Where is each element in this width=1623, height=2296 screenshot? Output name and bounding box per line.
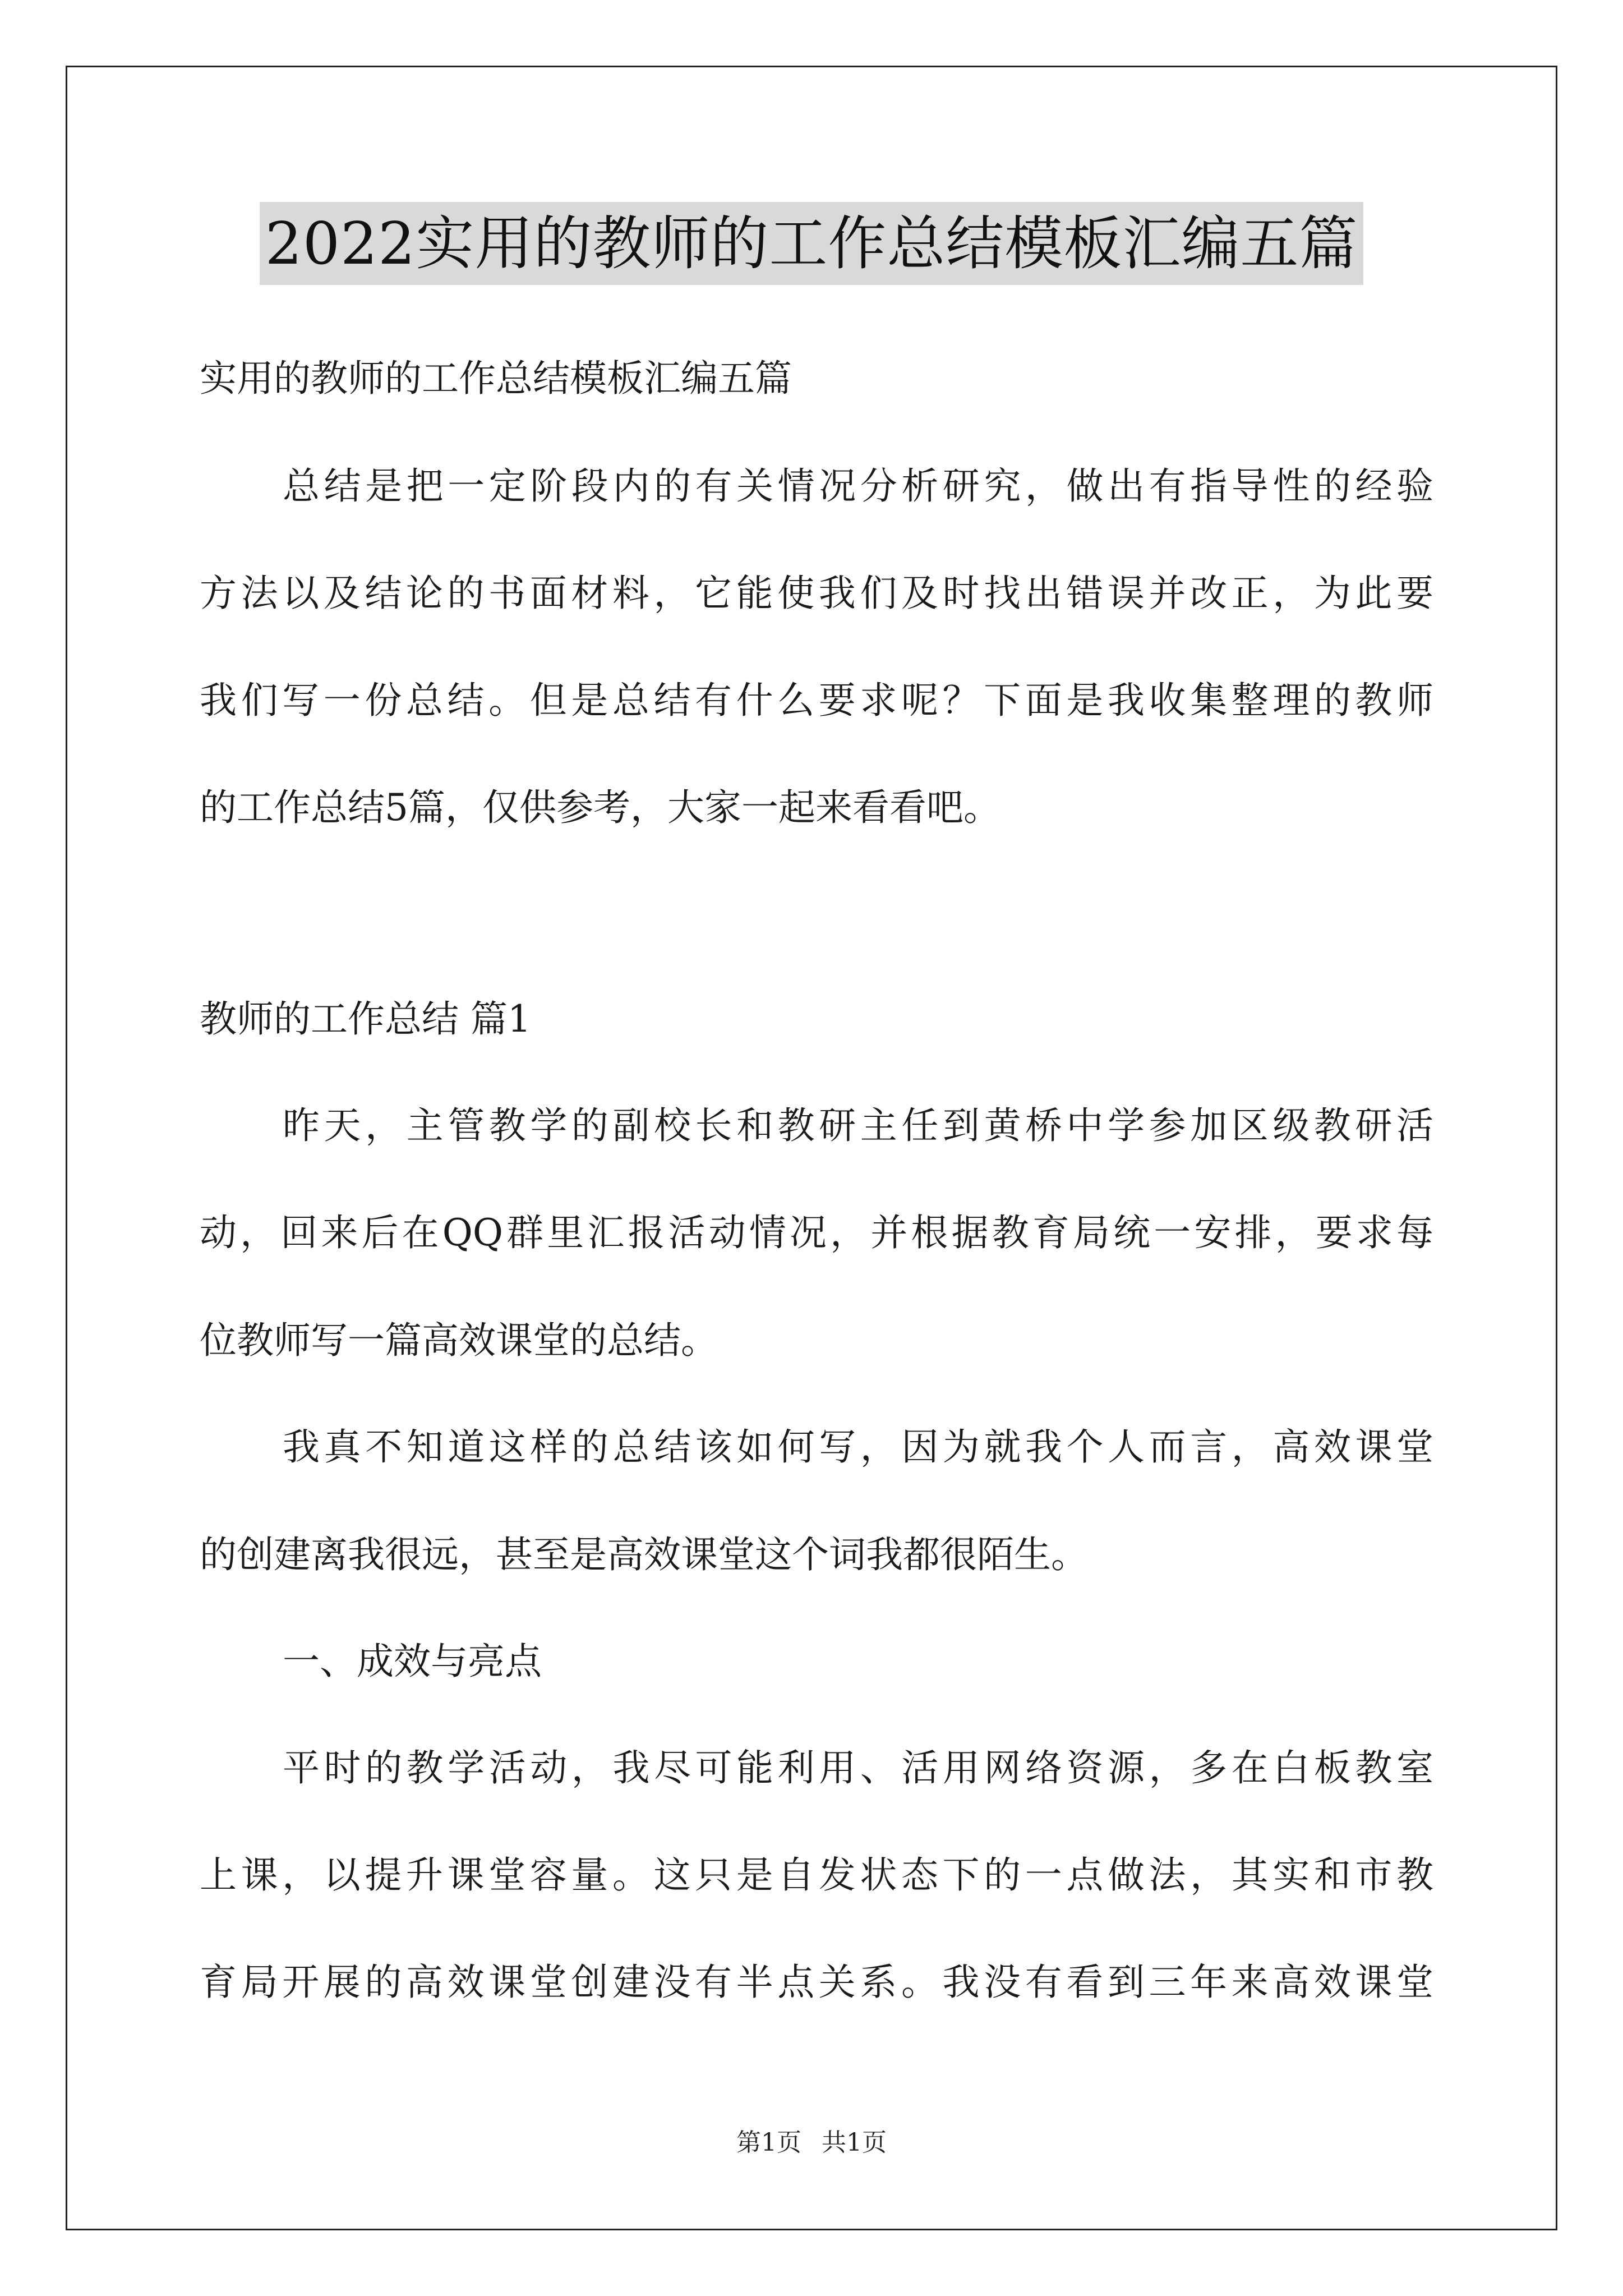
paragraph-line: 我们写一份总结。但是总结有什么要求呢？下面是我收集整理的教师 — [200, 679, 1433, 722]
document-subtitle: 实用的教师的工作总结模板汇编五篇 — [200, 357, 792, 400]
page-number: 第1页 — [736, 2128, 801, 2157]
paragraph-line: 育局开展的高效课堂创建没有半点关系。我没有看到三年来高效课堂 — [200, 1961, 1433, 2004]
page-footer — [0, 2126, 1623, 2160]
paragraph-line: 昨天，主管教学的副校长和教研主任到黄桥中学参加区级教研活 — [283, 1104, 1433, 1147]
paragraph-line: 的工作总结5篇，仅供参考，大家一起来看看吧。 — [200, 786, 1000, 829]
paragraph-line: 总结是把一定阶段内的有关情况分析研究，做出有指导性的经验 — [283, 464, 1433, 508]
title-container — [0, 202, 1623, 285]
paragraph-line: 位教师写一篇高效课堂的总结。 — [200, 1319, 718, 1362]
document-title: 2022实用的教师的工作总结模板汇编五篇 — [260, 202, 1364, 285]
subsection-heading: 一、成效与亮点 — [283, 1640, 542, 1683]
section-heading: 教师的工作总结 篇1 — [200, 997, 531, 1041]
paragraph-line: 动，回来后在QQ群里汇报活动情况，并根据教育局统一安排，要求每 — [200, 1211, 1433, 1254]
paragraph-line: 我真不知道这样的总结该如何写，因为就我个人而言，高效课堂 — [283, 1425, 1433, 1469]
page-total: 共1页 — [822, 2128, 887, 2157]
paragraph-line: 上课，以提升课堂容量。这只是自发状态下的一点做法，其实和市教 — [200, 1853, 1433, 1897]
paragraph-line: 平时的教学活动，我尽可能利用、活用网络资源，多在白板教室 — [283, 1746, 1433, 1789]
paragraph-line: 的创建离我很远，甚至是高效课堂这个词我都很陌生。 — [200, 1533, 1088, 1576]
paragraph-line: 方法以及结论的书面材料，它能使我们及时找出错误并改正，为此要 — [200, 572, 1433, 615]
